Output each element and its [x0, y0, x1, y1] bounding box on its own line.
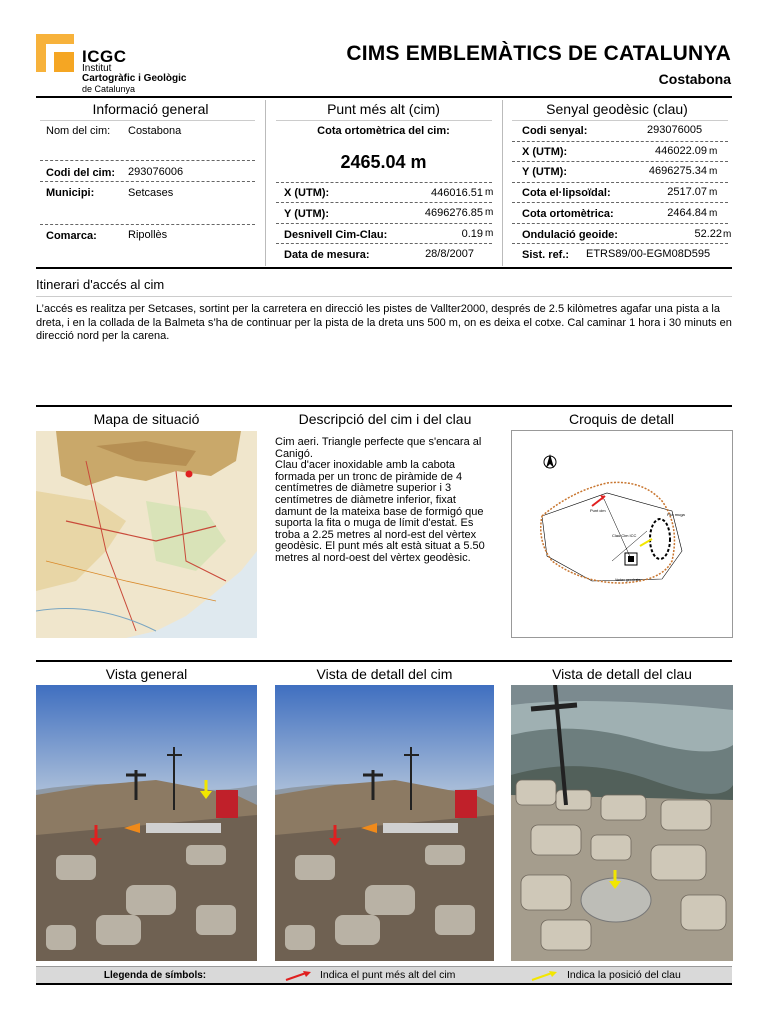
logo-line1: Institut: [82, 63, 112, 74]
cota-ortometrica-label: Cota ortomètrica:: [522, 208, 614, 220]
sist-ref-label: Sist. ref.:: [522, 249, 570, 261]
codi-senyal-label: Codi senyal:: [522, 125, 588, 137]
divider: [276, 223, 492, 224]
cota-ellipsoidal-label: Cota el·lipsoïdal:: [522, 187, 611, 199]
senyal-y-value: 4696275.34: [648, 165, 707, 177]
nom-label: Nom del cim:: [46, 125, 111, 137]
senyal-x-label: X (UTM):: [522, 146, 568, 158]
codi-cim-label: Codi del cim:: [46, 167, 116, 179]
yellow-arrow-icon: [530, 969, 560, 981]
divider: [512, 141, 728, 142]
divider: [40, 224, 255, 225]
punt-y-label: Y (UTM):: [284, 208, 330, 220]
comarca-label: Comarca:: [46, 230, 97, 242]
divider: [40, 120, 255, 121]
cota-ortometrica-unit: m: [709, 208, 718, 219]
punt-mes-alt-title: Punt més alt (cim): [327, 101, 440, 117]
vista-cim-title: Vista de detall del cim: [316, 666, 453, 682]
section-divider: [36, 267, 732, 269]
senyal-y-unit: m: [709, 166, 718, 177]
codi-senyal-value: 293076005: [647, 124, 703, 136]
header-divider: [36, 96, 732, 98]
descripcio-title: Descripció del cim i del clau: [298, 411, 472, 427]
section-divider: [36, 405, 732, 407]
sist-ref-value: ETRS89/00-EGM08D595: [586, 248, 711, 260]
sketch-label-punt: Punt cim: [590, 508, 606, 513]
divider: [40, 181, 255, 182]
punt-y-unit: m: [485, 207, 494, 218]
nom-value: Costabona: [128, 125, 182, 137]
municipi-label: Municipi:: [46, 187, 95, 199]
senyal-x-value: 446022.09: [655, 145, 707, 157]
itinerari-text: L’accés es realitza per Setcases, sortint per la carretera en direcció les pistes de Vallter2000, després de 2.5 kilòmetres agafar una pista a la dreta, i en la collada de la Balmeta s’ha de continuar per la pista de la dreta uns 500 m, on es deixa el cotxe. Cal caminar 1 hora i 30 minuts en direcció nord per la carena.: [36, 303, 732, 342]
logo-acronym: ICGC: [82, 47, 127, 66]
red-arrow-icon: [284, 969, 314, 981]
detail-sketch: [511, 430, 733, 638]
vista-general-title: Vista general: [105, 666, 188, 682]
divider: [512, 161, 728, 162]
divider: [276, 182, 492, 183]
info-general-title: Informació general: [92, 101, 209, 117]
vista-clau-title: Vista de detall del clau: [552, 666, 692, 682]
divider: [512, 182, 728, 183]
senyal-geodesic-title: Senyal geodèsic (clau): [546, 101, 688, 117]
croquis-title: Croquis de detall: [568, 411, 675, 427]
column-separator: [502, 100, 503, 266]
codi-cim-value: 293076006: [128, 166, 184, 178]
desnivell-label: Desnivell Cim-Clau:: [284, 229, 388, 241]
legend-label: Llegenda de símbols:: [103, 970, 207, 981]
divider: [512, 243, 728, 244]
itinerari-title: Itinerari d'accés al cim: [36, 277, 165, 292]
logo-line2: Cartogràfic i Geològic: [82, 73, 187, 84]
cota-cim-value: 2465.04 m: [340, 152, 427, 172]
section-divider: [36, 660, 732, 662]
divider: [276, 243, 492, 244]
descripcio-text: Cim aeri. Triangle perfecte que s'encara al Canigó. Clau d'acer inoxidable amb la cabota formada per un tronc de piràmide de 4 centímetres de diàmetre superior i 3 centímetres de diàmetre inferior, fixat damunt de la mateixa base de formigó que suporta la fita o muga de límit d'estat. Es troba a 2.25 metres al nord-est del vèrtex geodèsic. El punt més alt està situat a 5.50 metres al nord-oest del vèrtex geodèsic.: [275, 436, 485, 564]
mapa-situacio-title: Mapa de situació: [93, 411, 200, 427]
municipi-value: Setcases: [128, 187, 174, 199]
photo-vista-general: [36, 685, 257, 961]
north-arrow-icon: [544, 454, 556, 468]
icgc-logo: [36, 34, 74, 72]
location-map: [36, 431, 257, 638]
cota-ellipsoidal-value: 2517.07: [667, 186, 707, 198]
ondulacio-value: 52.22: [694, 228, 722, 240]
comarca-value: Ripollès: [128, 229, 168, 241]
cota-cim-label: Cota ortomètrica del cim:: [317, 125, 450, 137]
divider: [512, 202, 728, 203]
cota-ortometrica-value: 2464.84: [667, 207, 707, 219]
punt-x-value: 446016.51: [431, 187, 483, 199]
photo-vista-cim: [275, 685, 494, 961]
punt-x-label: X (UTM):: [284, 187, 330, 199]
divider: [512, 223, 728, 224]
desnivell-value: 0.19: [461, 228, 483, 240]
cota-ellipsoidal-unit: m: [709, 187, 718, 198]
photo-vista-clau: [511, 685, 733, 961]
ondulacio-label: Ondulació geoide:: [522, 229, 618, 241]
peak-name-title: Costabona: [658, 71, 731, 87]
sketch-label-clau: Clau Cim ICC: [612, 533, 637, 538]
legend-red-text: Indica el punt més alt del cim: [320, 969, 456, 981]
divider: [36, 296, 732, 297]
ondulacio-unit: m: [723, 229, 732, 240]
legend-yellow-text: Indica la posició del clau: [567, 969, 681, 981]
divider: [512, 120, 728, 121]
senyal-x-unit: m: [709, 146, 718, 157]
page-title: CIMS EMBLEMÀTICS DE CATALUNYA: [346, 42, 731, 65]
divider: [276, 120, 492, 121]
divider: [276, 202, 492, 203]
data-mesura-value: 28/8/2007: [425, 248, 474, 260]
sketch-label-vertex: Vertex geodesic: [615, 578, 640, 582]
punt-x-unit: m: [485, 187, 494, 198]
punt-y-value: 4696276.85: [424, 207, 483, 219]
data-mesura-label: Data de mesura:: [284, 249, 370, 261]
senyal-y-label: Y (UTM):: [522, 166, 568, 178]
divider: [40, 160, 255, 161]
sketch-label-fita: Fita muga: [667, 512, 685, 517]
logo-line3: de Catalunya: [82, 84, 136, 94]
desnivell-unit: m: [485, 228, 494, 239]
